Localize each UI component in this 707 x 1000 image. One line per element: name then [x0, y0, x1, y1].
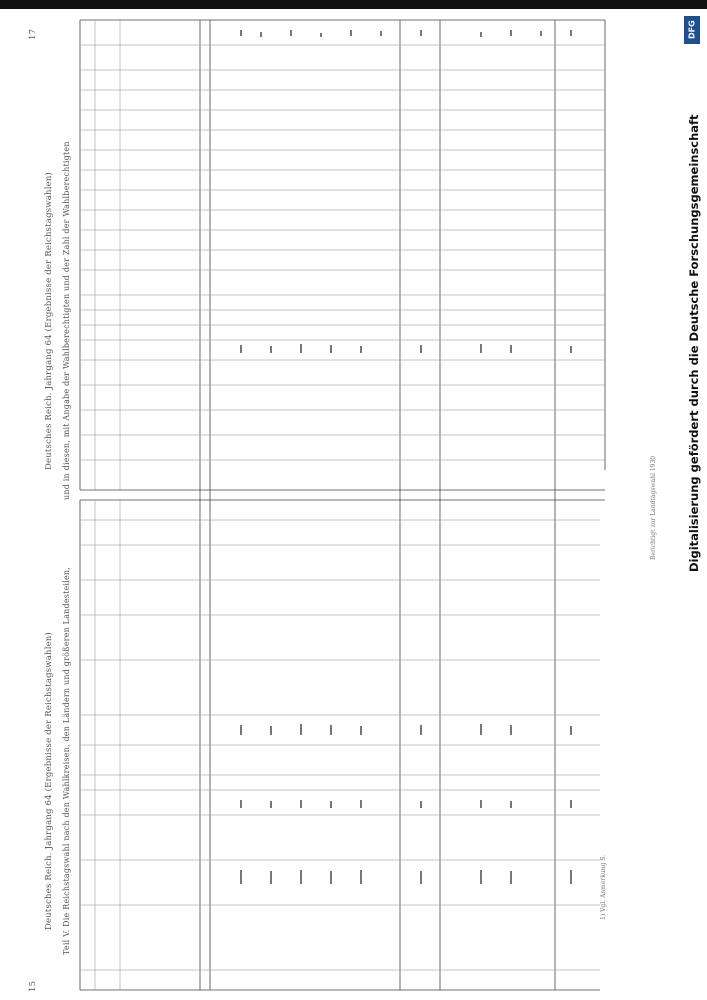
title-left: Teil V. Die Reichstagswahl nach den Wahlkreisen, den Ländern und größeren Landesteilen,	[62, 567, 71, 955]
title-right: und in diesen, mit Angabe der Wahlberechtigten und der Zahl der Wahlberechtigten	[62, 141, 71, 500]
dfg-sidebar	[681, 12, 703, 572]
dfg-funding-text: Digitalisierung gefördert durch die Deutsche Forschungsgemeinschaft	[687, 114, 701, 572]
header-left: Deutsches Reich. Jahrgang 64 (Ergebnisse der Reichstagswahlen)	[44, 631, 54, 930]
dfg-logo-icon: DFG	[684, 16, 700, 44]
bottom-note: 1) Vgl. Anmerkung S.	[600, 854, 607, 920]
page-number-left: 15	[28, 980, 38, 992]
footnote: Berichtigt zur Landtagswahl 1930	[650, 455, 657, 560]
header-right: Deutsches Reich. Jahrgang 64 (Ergebnisse der Reichstagswahlen)	[44, 171, 54, 470]
page-number-right: 17	[28, 28, 38, 40]
